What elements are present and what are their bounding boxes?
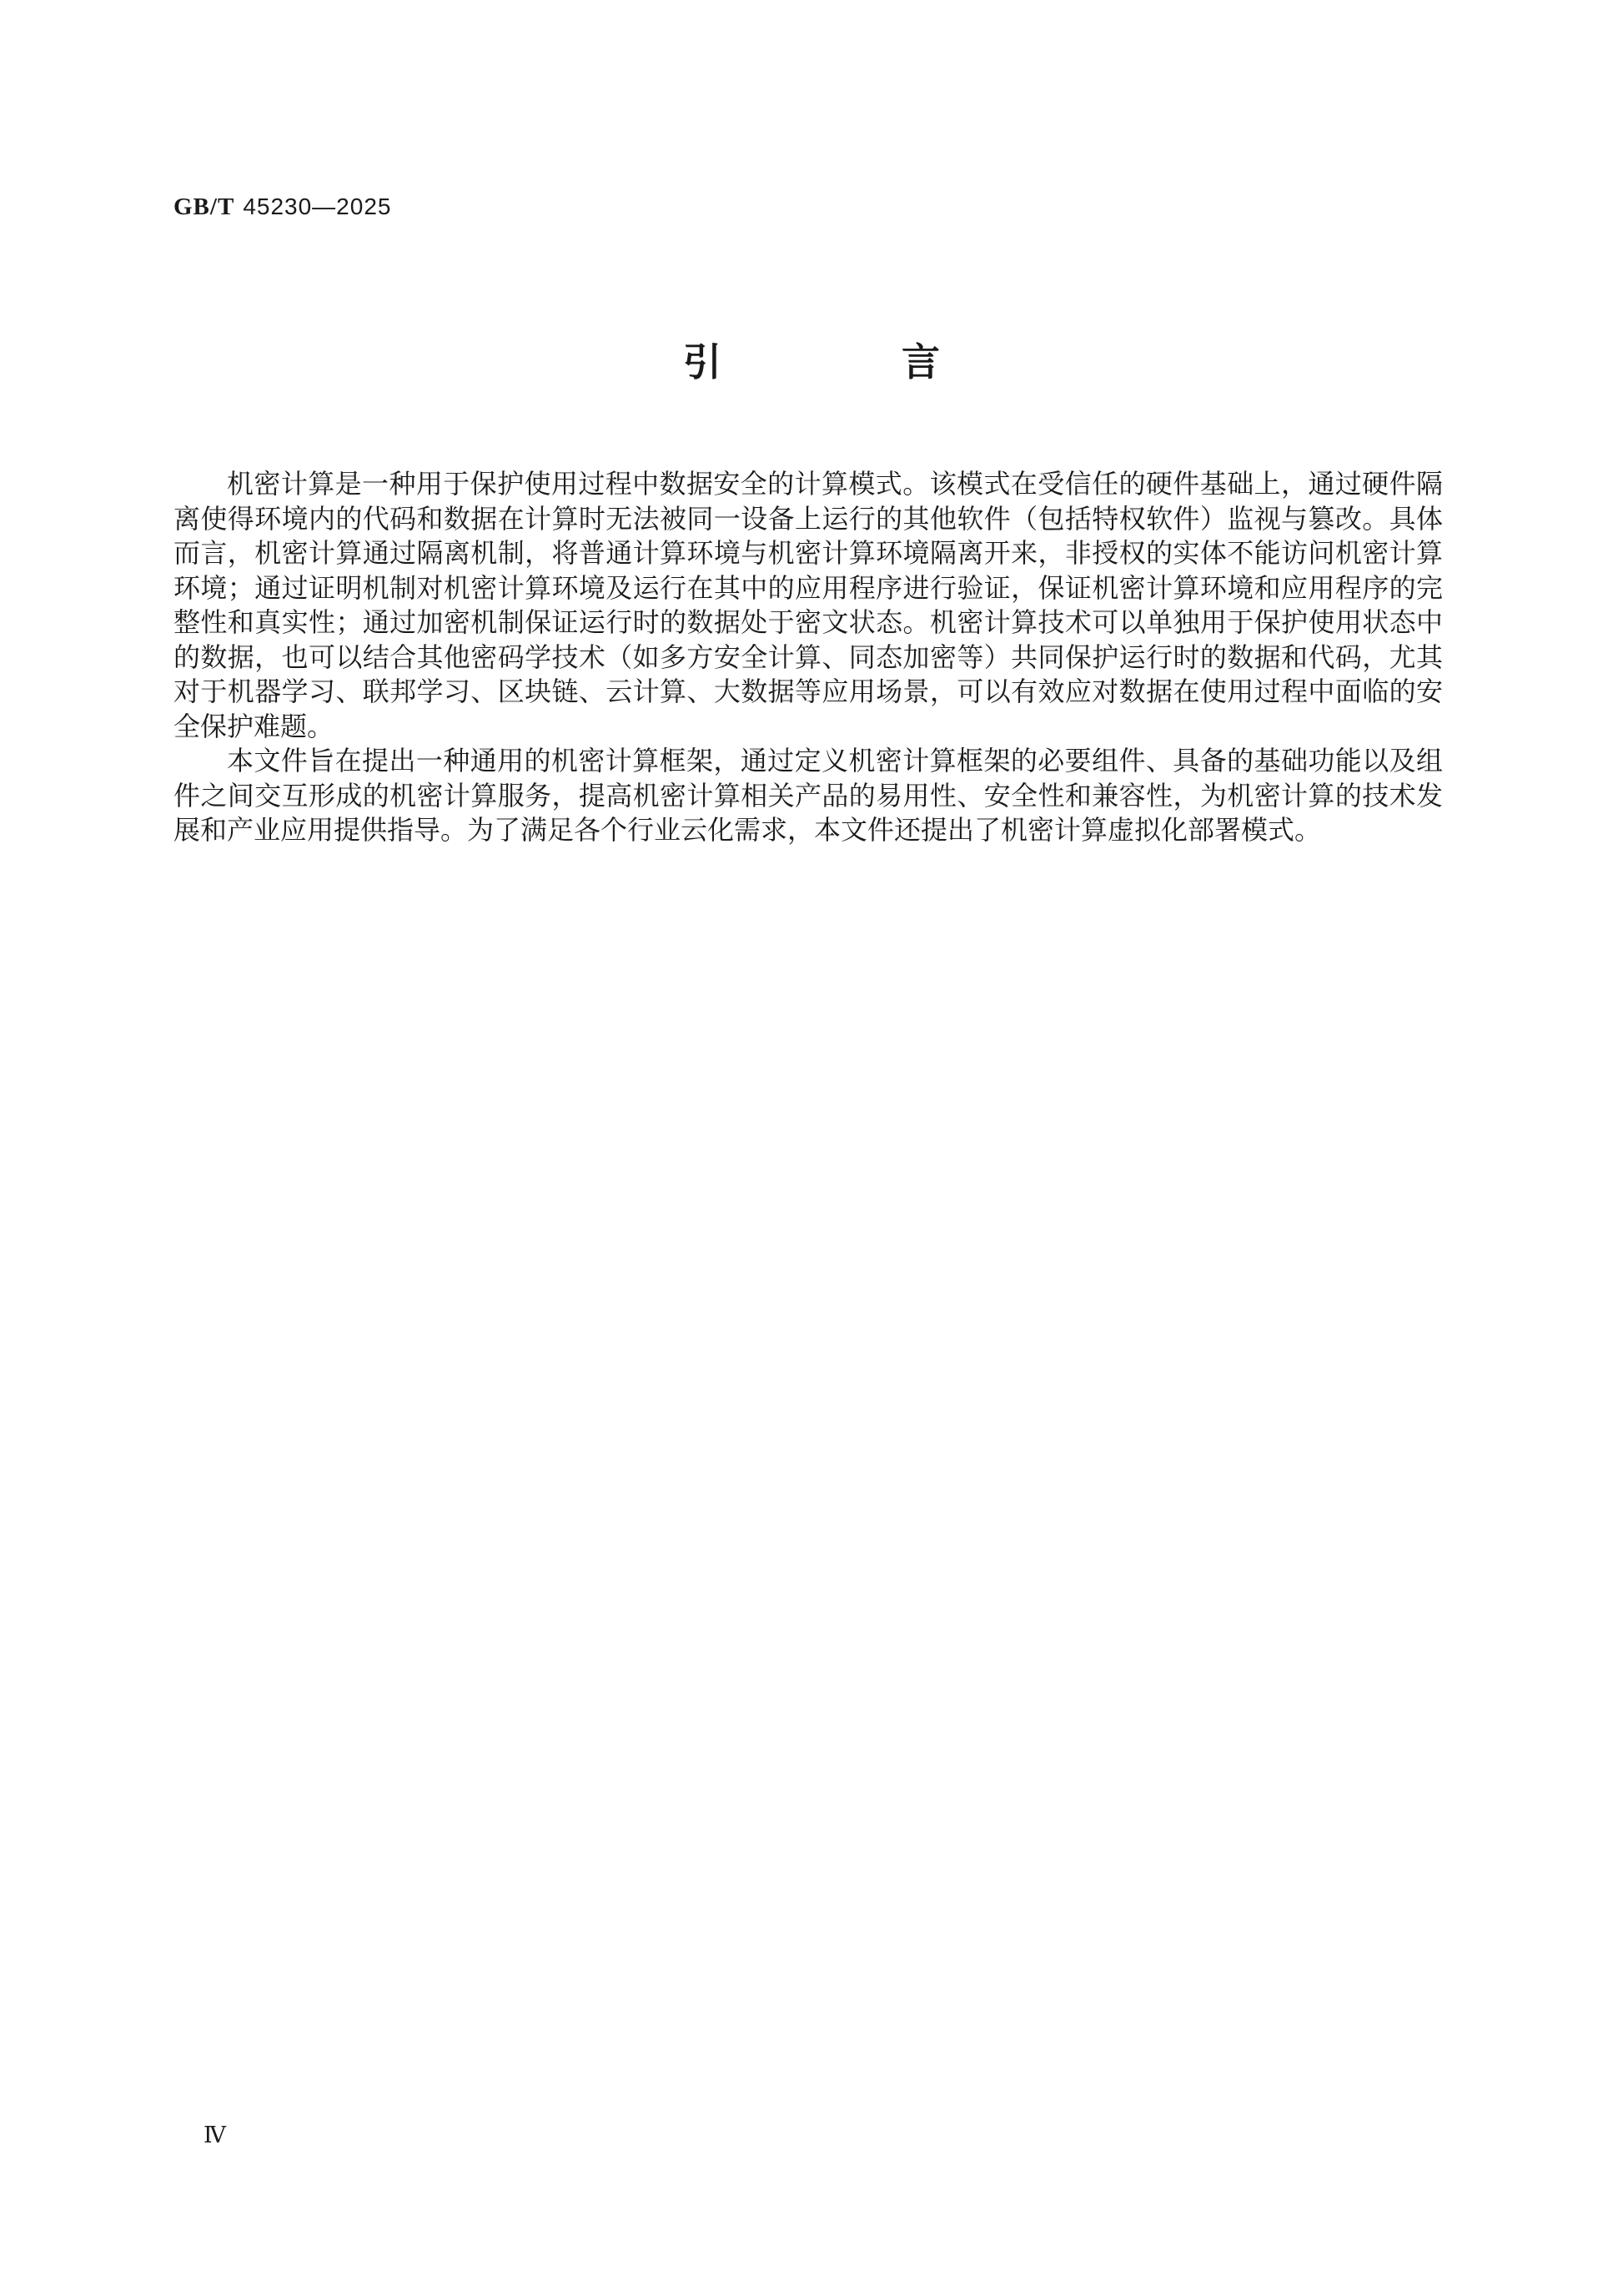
standard-code: [173, 193, 391, 221]
paragraph-2: 本文件旨在提出一种通用的机密计算框架，通过定义机密计算框架的必要组件、具备的基础功能以及组件之间交互形成的机密计算服务，提高机密计算相关产品的易用性、安全性和兼容性，为机密计算的技术发展和产业应用提供指导。为了满足各个行业云化需求，本文件还提出了机密计算虚拟化部署模式。: [173, 745, 1443, 846]
page-title: 引 言: [682, 339, 1023, 384]
body-text: [173, 467, 1443, 848]
page-number: Ⅳ: [204, 2123, 226, 2148]
standard-prefix: GB/T: [173, 193, 235, 220]
paragraph-1: 机密计算是一种用于保护使用过程中数据安全的计算模式。该模式在受信任的硬件基础上，通过硬件隔离使得环境内的代码和数据在计算时无法被同一设备上运行的其他软件（包括特权软件）监视与篡改。具体而言，机密计算通过隔离机制，将普通计算环境与机密计算环境隔离开来，非授权的实体不能访问机密计算环境；通过证明机制对机密计算环境及运行在其中的应用程序进行验证，保证机密计算环境和应用程序的完整性和真实性；通过加密机制保证运行时的数据处于密文状态。机密计算技术可以单独用于保护使用状态中的数据，也可以结合其他密码学技术（如多方安全计算、同态加密等）共同保护运行时的数据和代码，尤其对于机器学习、联邦学习、区块链、云计算、大数据等应用场景，可以有效应对数据在使用过程中面临的安全保护难题。: [173, 468, 1443, 742]
standard-number: 45230—2025: [243, 193, 392, 219]
